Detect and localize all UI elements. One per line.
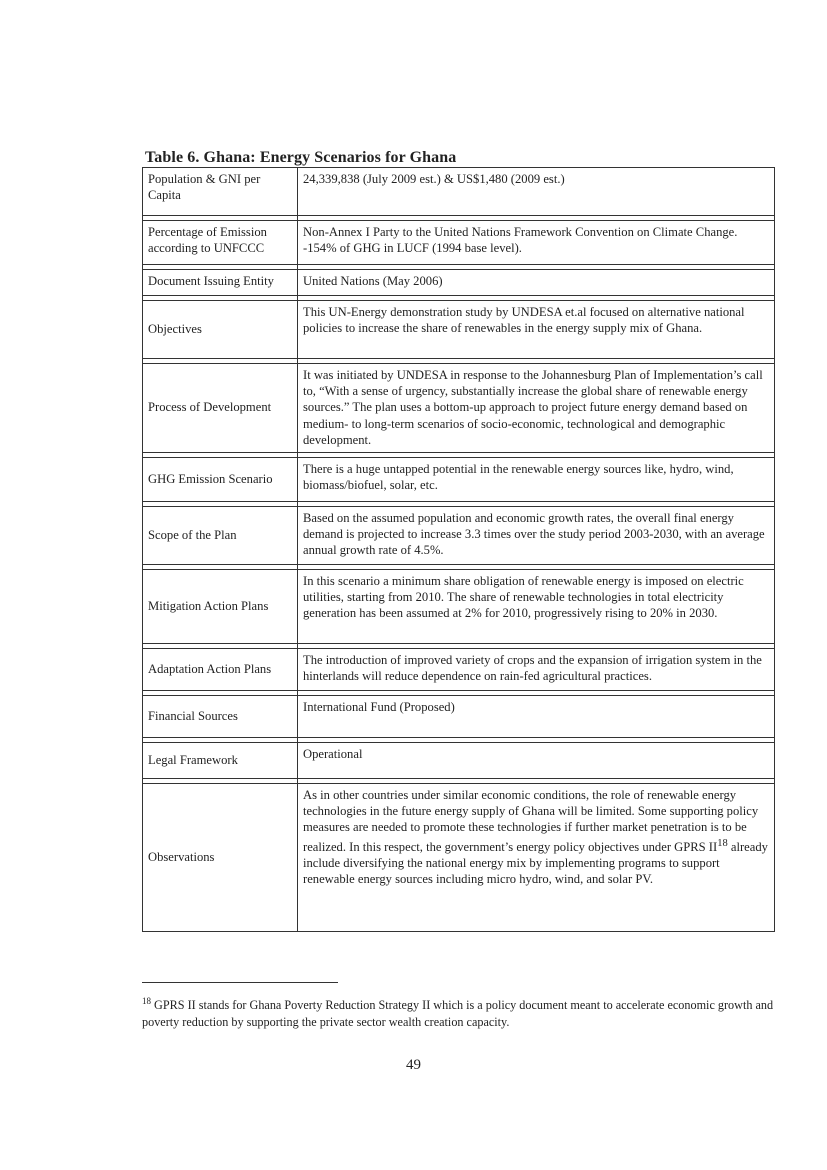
- table-title: Table 6. Ghana: Energy Scenarios for Ghana: [145, 149, 457, 166]
- table-row: [143, 301, 775, 359]
- table-row: [143, 743, 775, 779]
- row-value: Based on the assumed population and economic growth rates, the overall final energy demand is projected to increase 3.3 times over the study period 2003-2030, with an average annual growth rate of 4.5%.: [298, 507, 775, 565]
- row-label: Process of Development: [143, 364, 298, 453]
- table-row: [143, 784, 775, 932]
- energy-scenarios-table: [142, 167, 775, 932]
- row-value: United Nations (May 2006): [298, 270, 775, 296]
- row-value: Operational: [298, 743, 775, 779]
- row-label: Observations: [143, 784, 298, 932]
- row-value: It was initiated by UNDESA in response to the Johannesburg Plan of Implementation’s call to, “With a sense of urgency, substantially increase the global share of renewable energy sources.” The plan uses a bottom-up approach to project future energy demand based on medium- to long-term scenarios of socio-economic, technological and demographic development.: [298, 364, 775, 453]
- row-label: Objectives: [143, 301, 298, 359]
- row-label: Adaptation Action Plans: [143, 649, 298, 691]
- row-value: Non-Annex I Party to the United Nations Framework Convention on Climate Change. -154% of GHG in LUCF (1994 base level).: [298, 221, 775, 265]
- row-label: Mitigation Action Plans: [143, 570, 298, 644]
- footnote-divider: [142, 982, 338, 983]
- table-row: [143, 458, 775, 502]
- table-row: [143, 168, 775, 216]
- row-label: Document Issuing Entity: [143, 270, 298, 296]
- row-value: The introduction of improved variety of crops and the expansion of irrigation system in the hinterlands will reduce dependence on rain-fed agricultural practices.: [298, 649, 775, 691]
- table-row: [143, 270, 775, 296]
- row-value: In this scenario a minimum share obligation of renewable energy is imposed on electric utilities, starting from 2010. The share of renewable technologies in total electricity generation has been assumed at 2% for 2010, progressively rising to 20% in 2030.: [298, 570, 775, 644]
- footnote-reference: 18: [717, 837, 728, 849]
- row-value: [298, 784, 775, 932]
- footnote-marker: 18: [142, 996, 151, 1006]
- table-row: [143, 507, 775, 565]
- table-row: [143, 696, 775, 738]
- row-value: There is a huge untapped potential in the renewable energy sources like, hydro, wind, biomass/biofuel, solar, etc.: [298, 458, 775, 502]
- table-row: [143, 364, 775, 453]
- row-label: Population & GNI per Capita: [143, 168, 298, 216]
- row-value: International Fund (Proposed): [298, 696, 775, 738]
- observations-text-before: As in other countries under similar economic conditions, the role of renewable energy technologies in the future energy supply of Ghana will be limited. Some supporting policy measures are needed to promote these technologies if further market penetration is to be realized. In this respect, the government’s energy policy objectives under GPRS II: [303, 788, 759, 854]
- footnote: [142, 993, 782, 1031]
- footnote-text: GPRS II stands for Ghana Poverty Reduction Strategy II which is a policy document meant to accelerate economic growth and poverty reduction by supporting the private sector wealth creation capacity.: [142, 998, 774, 1030]
- row-label: Scope of the Plan: [143, 507, 298, 565]
- table-row: [143, 221, 775, 265]
- observations-text-after: already include diversifying the national energy mix by implementing programs to support renewable energy sources including micro hydro, wind, and solar PV.: [303, 839, 768, 887]
- row-label: Financial Sources: [143, 696, 298, 738]
- row-label: GHG Emission Scenario: [143, 458, 298, 502]
- table-row: [143, 570, 775, 644]
- row-value: 24,339,838 (July 2009 est.) & US$1,480 (2009 est.): [298, 168, 775, 216]
- row-label: Legal Framework: [143, 743, 298, 779]
- row-value: This UN-Energy demonstration study by UNDESA et.al focused on alternative national policies to increase the share of renewables in the energy supply mix of Ghana.: [298, 301, 775, 359]
- table-row: [143, 649, 775, 691]
- row-label: Percentage of Emission according to UNFCCC: [143, 221, 298, 265]
- page-number: 49: [406, 1057, 421, 1073]
